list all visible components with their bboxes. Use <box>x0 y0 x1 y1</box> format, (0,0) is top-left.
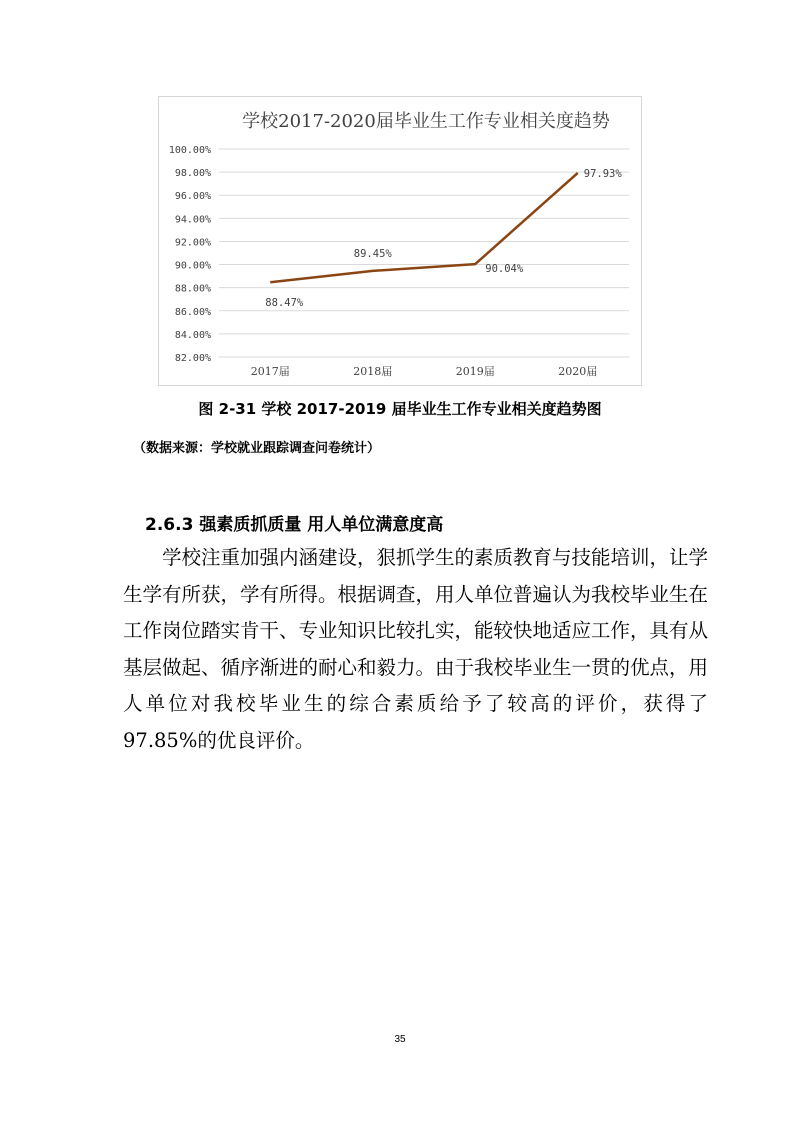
x-tick-label: 2020届 <box>558 365 598 378</box>
source-note: （数据来源：学校就业跟踪调查问卷统计） <box>133 441 381 456</box>
y-tick-label: 100.00% <box>168 145 211 156</box>
y-tick-label: 82.00% <box>174 353 211 364</box>
figure-caption: 图 2-31 学校 2017-2019 届毕业生工作专业相关度趋势图 <box>198 400 602 418</box>
chart-container <box>158 96 642 386</box>
y-tick-label: 90.00% <box>174 260 211 272</box>
data-label: 97.93% <box>583 167 622 180</box>
x-tick-label: 2018届 <box>353 365 393 378</box>
y-tick-label: 86.00% <box>174 306 211 318</box>
data-label: 88.47% <box>265 297 304 310</box>
section-heading: 2.6.3 强素质抓质量 用人单位满意度高 <box>145 515 444 535</box>
line-chart <box>159 97 643 387</box>
y-tick-label: 92.00% <box>174 237 211 249</box>
y-tick-label: 94.00% <box>174 214 211 226</box>
y-tick-label: 98.00% <box>174 168 211 180</box>
series-line <box>270 173 578 282</box>
x-tick-label: 2019届 <box>455 365 495 378</box>
y-tick-label: 84.00% <box>174 329 211 341</box>
y-tick-label: 96.00% <box>174 191 211 203</box>
page-number: 35 <box>394 1034 406 1045</box>
chart-title: 学校2017-2020届毕业生工作专业相关度趋势 <box>242 111 610 132</box>
x-tick-label: 2017届 <box>250 365 290 378</box>
data-label: 89.45% <box>353 247 392 260</box>
section-paragraph: 学校注重加强内涵建设，狠抓学生的素质教育与技能培训，让学生学有所获，学有所得。根据调查，用人单位普遍认为我校毕业生在工作岗位踏实肯干、专业知识比较扎实，能较快地适应工作，具有从基层做起、循序渐进的耐心和毅力。由于我校毕业生一贯的优点，用人单位对我校毕业生的综合素质给予了较高的评价，获得了 97.85%的优良评价。 <box>123 546 709 752</box>
y-tick-label: 88.00% <box>174 283 211 295</box>
data-label: 90.04% <box>485 263 524 276</box>
